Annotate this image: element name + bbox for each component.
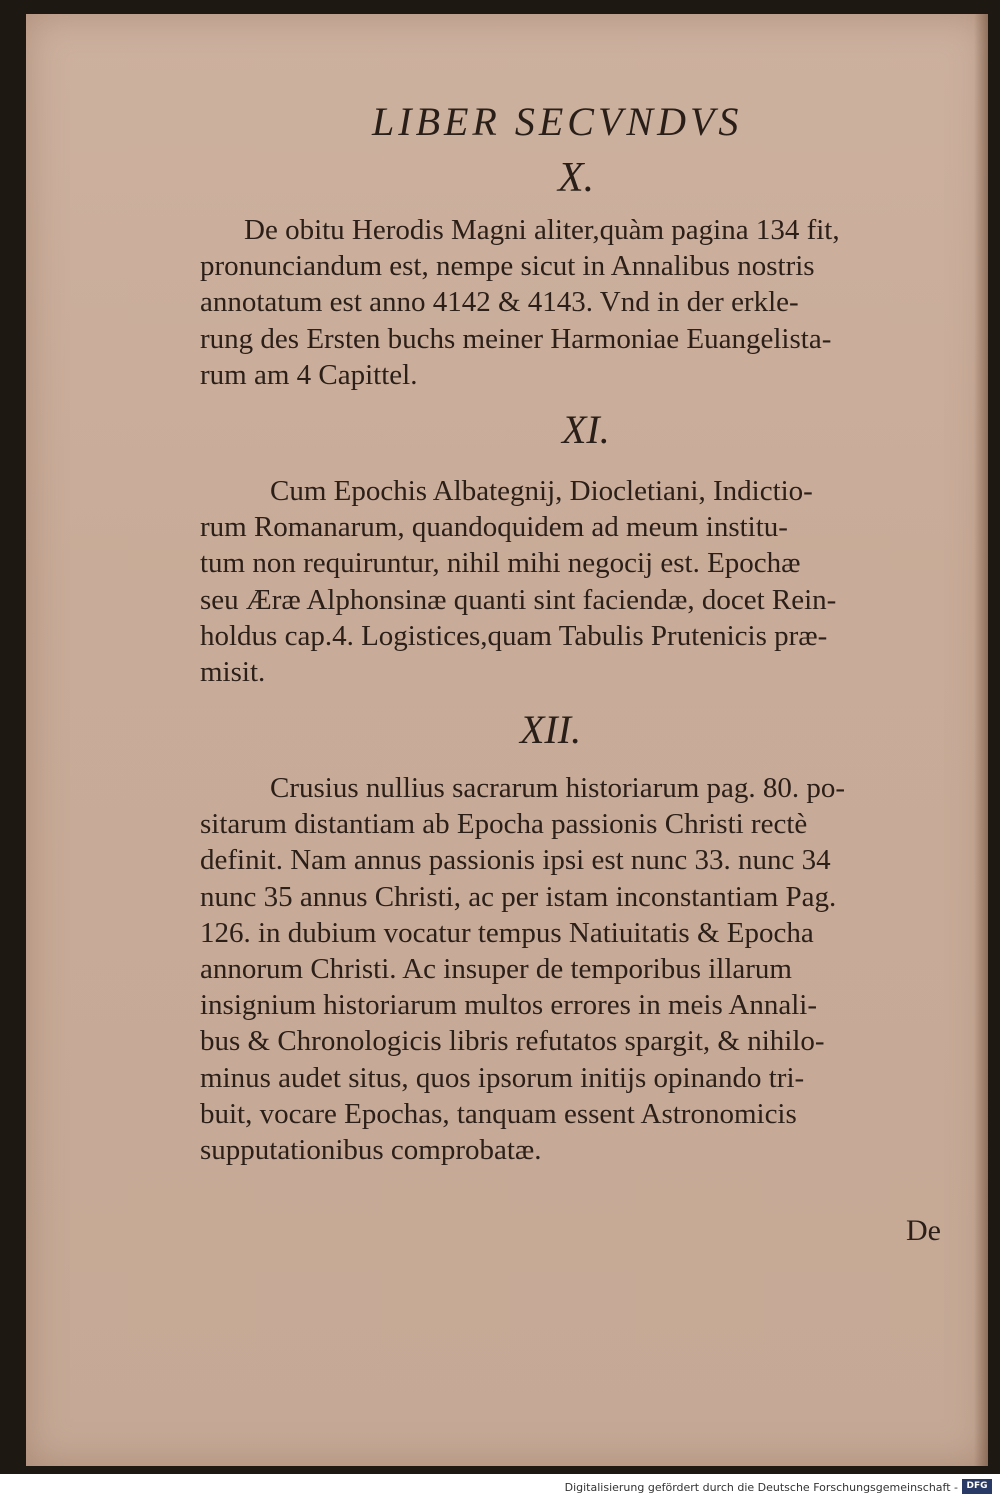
paragraph-line: De obitu Herodis Magni aliter,quàm pagina 134 fit, (244, 214, 840, 246)
paragraph-line: rum Romanarum, quandoquidem ad meum institu- (200, 511, 788, 544)
section-x-paragraph (200, 212, 964, 393)
paragraph-line: seu Æræ Alphonsinæ quanti sint faciendæ, docet Rein- (200, 583, 837, 616)
paragraph-line: tum non requiruntur, nihil mihi negocij est. Epochæ (200, 547, 801, 580)
dfg-logo-icon: DFG (962, 1479, 992, 1494)
paragraph-line: annorum Christi. Ac insuper de temporibus illarum (200, 953, 792, 986)
section-xi-paragraph (200, 473, 964, 690)
paragraph-line: Crusius nullius sacrarum historiarum pag. 80. po- (270, 772, 846, 804)
paragraph-line: annotatum est anno 4142 & 4143. Vnd in der erkle- (200, 286, 799, 319)
paragraph-line: nunc 35 annus Christi, ac per istam inconstantiam Pag. (200, 880, 837, 913)
paragraph-line: insignium historiarum multos errores in meis Annali- (200, 989, 817, 1022)
paragraph-line: misit. (200, 656, 266, 689)
paragraph-line: pronunciandum est, nempe sicut in Annalibus nostris (200, 250, 815, 283)
running-head: LIBER SECVNDVS (372, 99, 743, 144)
paragraph-line: rum am 4 Capittel. (200, 358, 418, 391)
paragraph-line: definit. Nam annus passionis ipsi est nunc 33. nunc 34 (200, 844, 831, 877)
catchword: De (906, 1214, 941, 1247)
footer-credit-text: Digitalisierung gefördert durch die Deutsche Forschungsgemeinschaft - (564, 1481, 958, 1494)
paragraph-line: Cum Epochis Albategnij, Diocletiani, Indictio- (270, 475, 813, 507)
paragraph-line: supputationibus comprobatæ. (200, 1134, 542, 1167)
paragraph-line: 126. in dubium vocatur tempus Natiuitatis & Epocha (200, 916, 814, 949)
section-number-x: X. (558, 155, 595, 201)
page-edge-shadow (974, 14, 988, 1466)
paragraph-line: sitarum distantiam ab Epocha passionis Christi rectè (200, 808, 808, 841)
paragraph-line: minus audet situs, quos ipsorum initijs opinando tri- (200, 1061, 805, 1094)
paragraph-line: rung des Ersten buchs meiner Harmoniae Euangelista- (200, 322, 832, 355)
paragraph-line: buit, vocare Epochas, tanquam essent Astronomicis (200, 1097, 797, 1130)
paragraph-line: bus & Chronologicis libris refutatos spargit, & nihilo- (200, 1025, 825, 1058)
section-number-xii: XII. (520, 707, 582, 752)
section-number-xi: XI. (562, 407, 610, 452)
section-xii-paragraph (200, 770, 964, 1168)
paragraph-line: holdus cap.4. Logistices,quam Tabulis Prutenicis præ- (200, 619, 828, 652)
